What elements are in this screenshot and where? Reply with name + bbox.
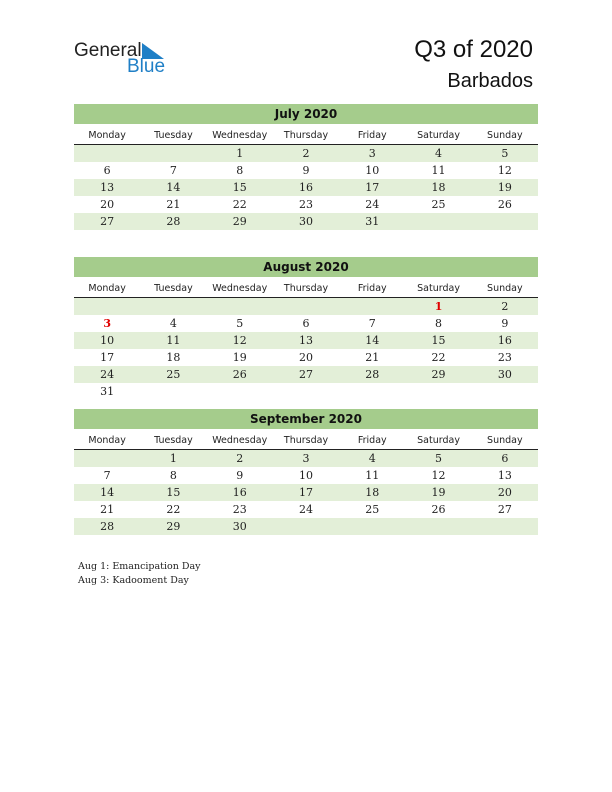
- weekday-label: Saturday: [417, 283, 460, 294]
- week-row: [74, 501, 538, 518]
- day-cell: 30: [298, 215, 313, 228]
- day-cell: 3: [103, 317, 111, 330]
- day-cell: 15: [232, 181, 247, 194]
- day-cell: [405, 383, 471, 400]
- day-cell: [207, 298, 273, 315]
- day-cell: [339, 518, 405, 535]
- week-row: [74, 366, 538, 383]
- day-cell: 24: [365, 198, 380, 211]
- day-cell: 14: [365, 334, 380, 347]
- day-cell: 8: [169, 469, 177, 482]
- day-cell: 30: [497, 368, 512, 381]
- day-cell: 17: [365, 181, 380, 194]
- day-cell: [472, 213, 538, 230]
- day-cell: 26: [431, 503, 446, 516]
- day-cell: 7: [169, 164, 177, 177]
- week-row: [74, 450, 538, 467]
- day-cell: [74, 145, 140, 162]
- month-title: August 2020: [74, 257, 538, 277]
- day-cell: 9: [236, 469, 244, 482]
- day-cell: 4: [169, 317, 177, 330]
- day-cell: 31: [100, 385, 115, 398]
- day-cell: 21: [166, 198, 181, 211]
- month-title: July 2020: [74, 104, 538, 124]
- weekday-label: Friday: [357, 435, 387, 446]
- day-cell: [74, 298, 140, 315]
- day-cell: [273, 298, 339, 315]
- day-cell: 2: [302, 147, 310, 160]
- day-cell: 6: [302, 317, 310, 330]
- day-cell: 9: [501, 317, 509, 330]
- page-title: Q3 of 2020: [414, 36, 533, 63]
- holiday-note: Aug 3: Kadooment Day: [78, 574, 189, 586]
- day-cell: 21: [100, 503, 115, 516]
- day-cell: 25: [166, 368, 181, 381]
- day-cell: 15: [431, 334, 446, 347]
- day-cell: 11: [431, 164, 446, 177]
- week-row: [74, 332, 538, 349]
- week-row: [74, 162, 538, 179]
- day-cell: [339, 383, 405, 400]
- week-row: [74, 484, 538, 501]
- day-cell: 29: [431, 368, 446, 381]
- week-row: [74, 349, 538, 366]
- day-cell: 22: [431, 351, 446, 364]
- week-row: [74, 196, 538, 213]
- day-cell: [273, 383, 339, 400]
- day-cell: 22: [232, 198, 247, 211]
- day-cell: 20: [298, 351, 313, 364]
- day-cell: 12: [497, 164, 512, 177]
- day-cell: [207, 383, 273, 400]
- weekday-label: Saturday: [417, 435, 460, 446]
- day-cell: 6: [501, 452, 509, 465]
- weekday-header-row: [74, 128, 538, 145]
- day-cell: 5: [236, 317, 244, 330]
- weekday-label: Tuesday: [154, 435, 193, 446]
- weekday-label: Friday: [357, 130, 387, 141]
- day-cell: 26: [497, 198, 512, 211]
- day-cell: 9: [302, 164, 310, 177]
- week-row: [74, 383, 538, 400]
- day-cell: [74, 450, 140, 467]
- day-cell: 27: [100, 215, 115, 228]
- day-cell: [339, 298, 405, 315]
- day-cell: [472, 383, 538, 400]
- logo-word-blue: Blue: [127, 56, 166, 77]
- day-cell: 17: [100, 351, 115, 364]
- day-cell: 16: [298, 181, 313, 194]
- day-cell: 16: [497, 334, 512, 347]
- day-cell: 4: [368, 452, 376, 465]
- day-cell: 23: [232, 503, 247, 516]
- day-cell: 10: [100, 334, 115, 347]
- day-cell: 8: [435, 317, 443, 330]
- day-cell: 15: [166, 486, 181, 499]
- weekday-label: Monday: [88, 435, 126, 446]
- day-cell: 28: [100, 520, 115, 533]
- day-cell: 18: [431, 181, 446, 194]
- day-cell: 11: [166, 334, 181, 347]
- day-cell: 10: [298, 469, 313, 482]
- week-row: [74, 213, 538, 230]
- day-cell: 13: [497, 469, 512, 482]
- day-cell: 13: [100, 181, 115, 194]
- day-cell: 5: [435, 452, 443, 465]
- month-calendar: [74, 104, 538, 230]
- weekday-label: Thursday: [283, 130, 329, 141]
- day-cell: 10: [365, 164, 380, 177]
- day-cell: 2: [501, 300, 509, 313]
- day-cell: 30: [232, 520, 247, 533]
- weekday-label: Saturday: [417, 130, 460, 141]
- day-cell: 16: [232, 486, 247, 499]
- week-row: [74, 518, 538, 535]
- day-cell: [405, 213, 471, 230]
- week-row: [74, 179, 538, 196]
- day-cell: [405, 518, 471, 535]
- day-cell: 26: [232, 368, 247, 381]
- day-cell: 2: [236, 452, 244, 465]
- day-cell: 13: [298, 334, 313, 347]
- day-cell: 20: [497, 486, 512, 499]
- day-cell: [472, 518, 538, 535]
- day-cell: 1: [236, 147, 244, 160]
- day-cell: 25: [365, 503, 380, 516]
- weekday-label: Sunday: [487, 130, 523, 141]
- day-cell: 11: [365, 469, 380, 482]
- day-cell: 22: [166, 503, 181, 516]
- day-cell: 31: [365, 215, 380, 228]
- day-cell: 8: [236, 164, 244, 177]
- day-cell: 24: [298, 503, 313, 516]
- week-row: [74, 298, 538, 315]
- logo-word-general: General: [74, 40, 142, 61]
- day-cell: [273, 518, 339, 535]
- day-cell: 19: [431, 486, 446, 499]
- day-cell: 27: [298, 368, 313, 381]
- day-cell: 1: [434, 300, 443, 313]
- day-cell: 12: [431, 469, 446, 482]
- day-cell: 25: [431, 198, 446, 211]
- day-cell: 18: [166, 351, 181, 364]
- week-row: [74, 467, 538, 484]
- weekday-header-row: [74, 433, 538, 450]
- day-cell: 5: [501, 147, 509, 160]
- weekday-label: Sunday: [487, 283, 523, 294]
- day-cell: 21: [365, 351, 380, 364]
- day-cell: [140, 298, 206, 315]
- day-cell: 7: [368, 317, 376, 330]
- weekday-label: Monday: [88, 130, 126, 141]
- day-cell: 18: [365, 486, 380, 499]
- day-cell: 24: [100, 368, 115, 381]
- week-row: [74, 145, 538, 162]
- day-cell: 29: [166, 520, 181, 533]
- day-cell: 19: [232, 351, 247, 364]
- country-name: Barbados: [447, 70, 533, 92]
- day-cell: [140, 145, 206, 162]
- day-cell: 17: [298, 486, 313, 499]
- week-row: [74, 315, 538, 332]
- weekday-label: Thursday: [283, 435, 329, 446]
- weekday-label: Wednesday: [212, 435, 268, 446]
- weekday-label: Tuesday: [154, 283, 193, 294]
- weekday-label: Tuesday: [154, 130, 193, 141]
- day-cell: 14: [166, 181, 181, 194]
- weekday-label: Friday: [357, 283, 387, 294]
- day-cell: 12: [232, 334, 247, 347]
- day-cell: 3: [302, 452, 310, 465]
- weekday-label: Thursday: [283, 283, 329, 294]
- day-cell: 23: [497, 351, 512, 364]
- day-cell: 14: [100, 486, 115, 499]
- weekday-label: Wednesday: [212, 283, 268, 294]
- day-cell: 28: [166, 215, 181, 228]
- holiday-note: Aug 1: Emancipation Day: [78, 561, 201, 572]
- day-cell: 23: [298, 198, 313, 211]
- holiday-notes: [78, 560, 201, 587]
- day-cell: 19: [497, 181, 512, 194]
- day-cell: 6: [103, 164, 111, 177]
- day-cell: 3: [368, 147, 376, 160]
- weekday-label: Wednesday: [212, 130, 268, 141]
- day-cell: 27: [497, 503, 512, 516]
- weekday-label: Sunday: [487, 435, 523, 446]
- day-cell: 29: [232, 215, 247, 228]
- month-calendar: [74, 257, 538, 400]
- month-title: September 2020: [74, 409, 538, 429]
- month-calendar: [74, 409, 538, 535]
- day-cell: 1: [169, 452, 177, 465]
- day-cell: [140, 383, 206, 400]
- weekday-label: Monday: [88, 283, 126, 294]
- day-cell: 28: [365, 368, 380, 381]
- day-cell: 4: [435, 147, 443, 160]
- weekday-header-row: [74, 281, 538, 298]
- day-cell: 20: [100, 198, 115, 211]
- day-cell: 7: [103, 469, 111, 482]
